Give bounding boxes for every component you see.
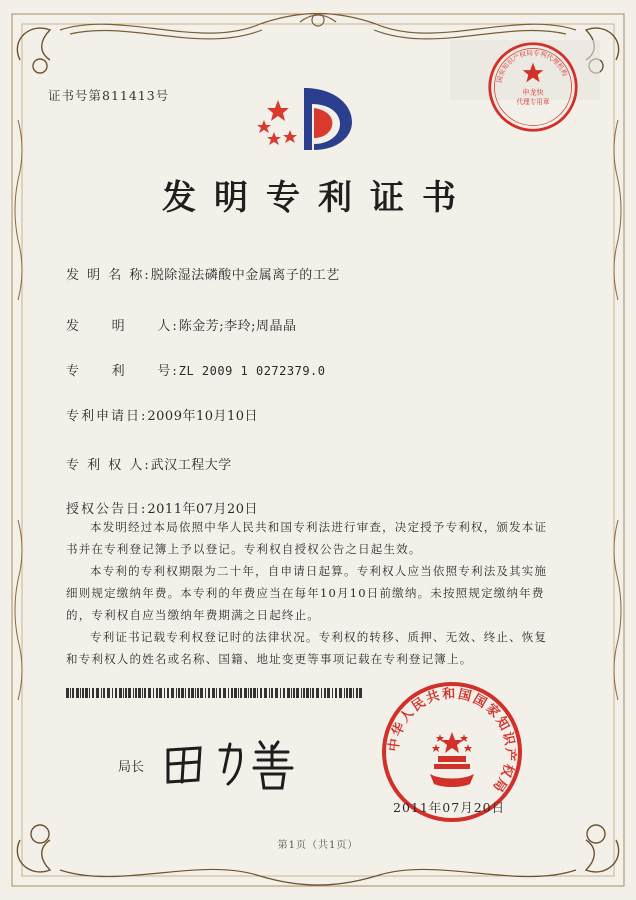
patent-number-value: ZL 2009 1 0272379.0 <box>178 364 326 378</box>
patent-number-row <box>66 360 326 379</box>
director-signature <box>160 732 310 792</box>
director-label: 局长 <box>118 760 145 775</box>
inventor-row <box>66 315 296 334</box>
paragraph-term: 本专利的专利权期限为二十年，自申请日起算。专利权人应当依照专利法及其实施细则规定缴纳年费。本专利的年费应当在每年10月10日前缴纳。未按照规定缴纳年费的，专利权自应当缴纳年费期满之日起终止。 <box>66 564 548 622</box>
patent-number-label: 专 利 号: <box>66 364 179 379</box>
patentee-value: 武汉工程大学 <box>150 458 232 473</box>
invention-name-value: 脱除湿法磷酸中金属离子的工艺 <box>150 268 340 283</box>
page-number: 第1页（共1页） <box>277 840 359 851</box>
grant-date-value: 2011年07月20日 <box>147 502 259 517</box>
agency-seal <box>486 40 580 134</box>
svg-text:代理专用章: 代理专用章 <box>516 97 550 106</box>
inventor-value: 陈金芳;李玲;周晶晶 <box>178 319 297 334</box>
invention-name-row <box>66 264 340 283</box>
svg-text:申龙快: 申龙快 <box>522 87 544 97</box>
certificate-title: 发明专利证书 <box>162 178 474 218</box>
svg-text:中华人民共和国国家知识产权局: 中华人民共和国国家知识产权局 <box>386 686 518 796</box>
svg-text:国家知识产权局专利代理机构: 国家知识产权局专利代理机构 <box>495 48 569 84</box>
application-date-row <box>66 405 258 424</box>
certificate-body <box>66 516 556 670</box>
seal-date: 2011年07月20日 <box>393 800 506 815</box>
grant-date-label: 授权公告日: <box>66 502 148 517</box>
application-date-value: 2009年10月10日 <box>147 409 259 424</box>
paragraph-legal-status: 专利证书记载专利权登记时的法律状况。专利权的转移、质押、无效、终止、恢复和专利权人的姓名或名称、国籍、地址变更等事项记载在专利登记簿上。 <box>66 630 548 666</box>
inventor-label: 发 明 人: <box>66 319 179 334</box>
patentee-row <box>66 454 232 473</box>
invention-name-label: 发 明 名 称: <box>66 268 151 283</box>
paragraph-examination: 本发明经过本局依照中华人民共和国专利法进行审查，决定授予专利权，颁发本证书并在专利登记簿上予以登记。专利权自授权公告之日起生效。 <box>66 520 548 556</box>
grant-date-row <box>66 498 258 517</box>
patent-office-logo <box>256 78 366 158</box>
patentee-label: 专 利 权 人: <box>66 458 151 473</box>
certificate-number: 证书号第811413号 <box>48 88 170 103</box>
application-date-label: 专利申请日: <box>66 409 148 424</box>
barcode <box>66 688 362 698</box>
